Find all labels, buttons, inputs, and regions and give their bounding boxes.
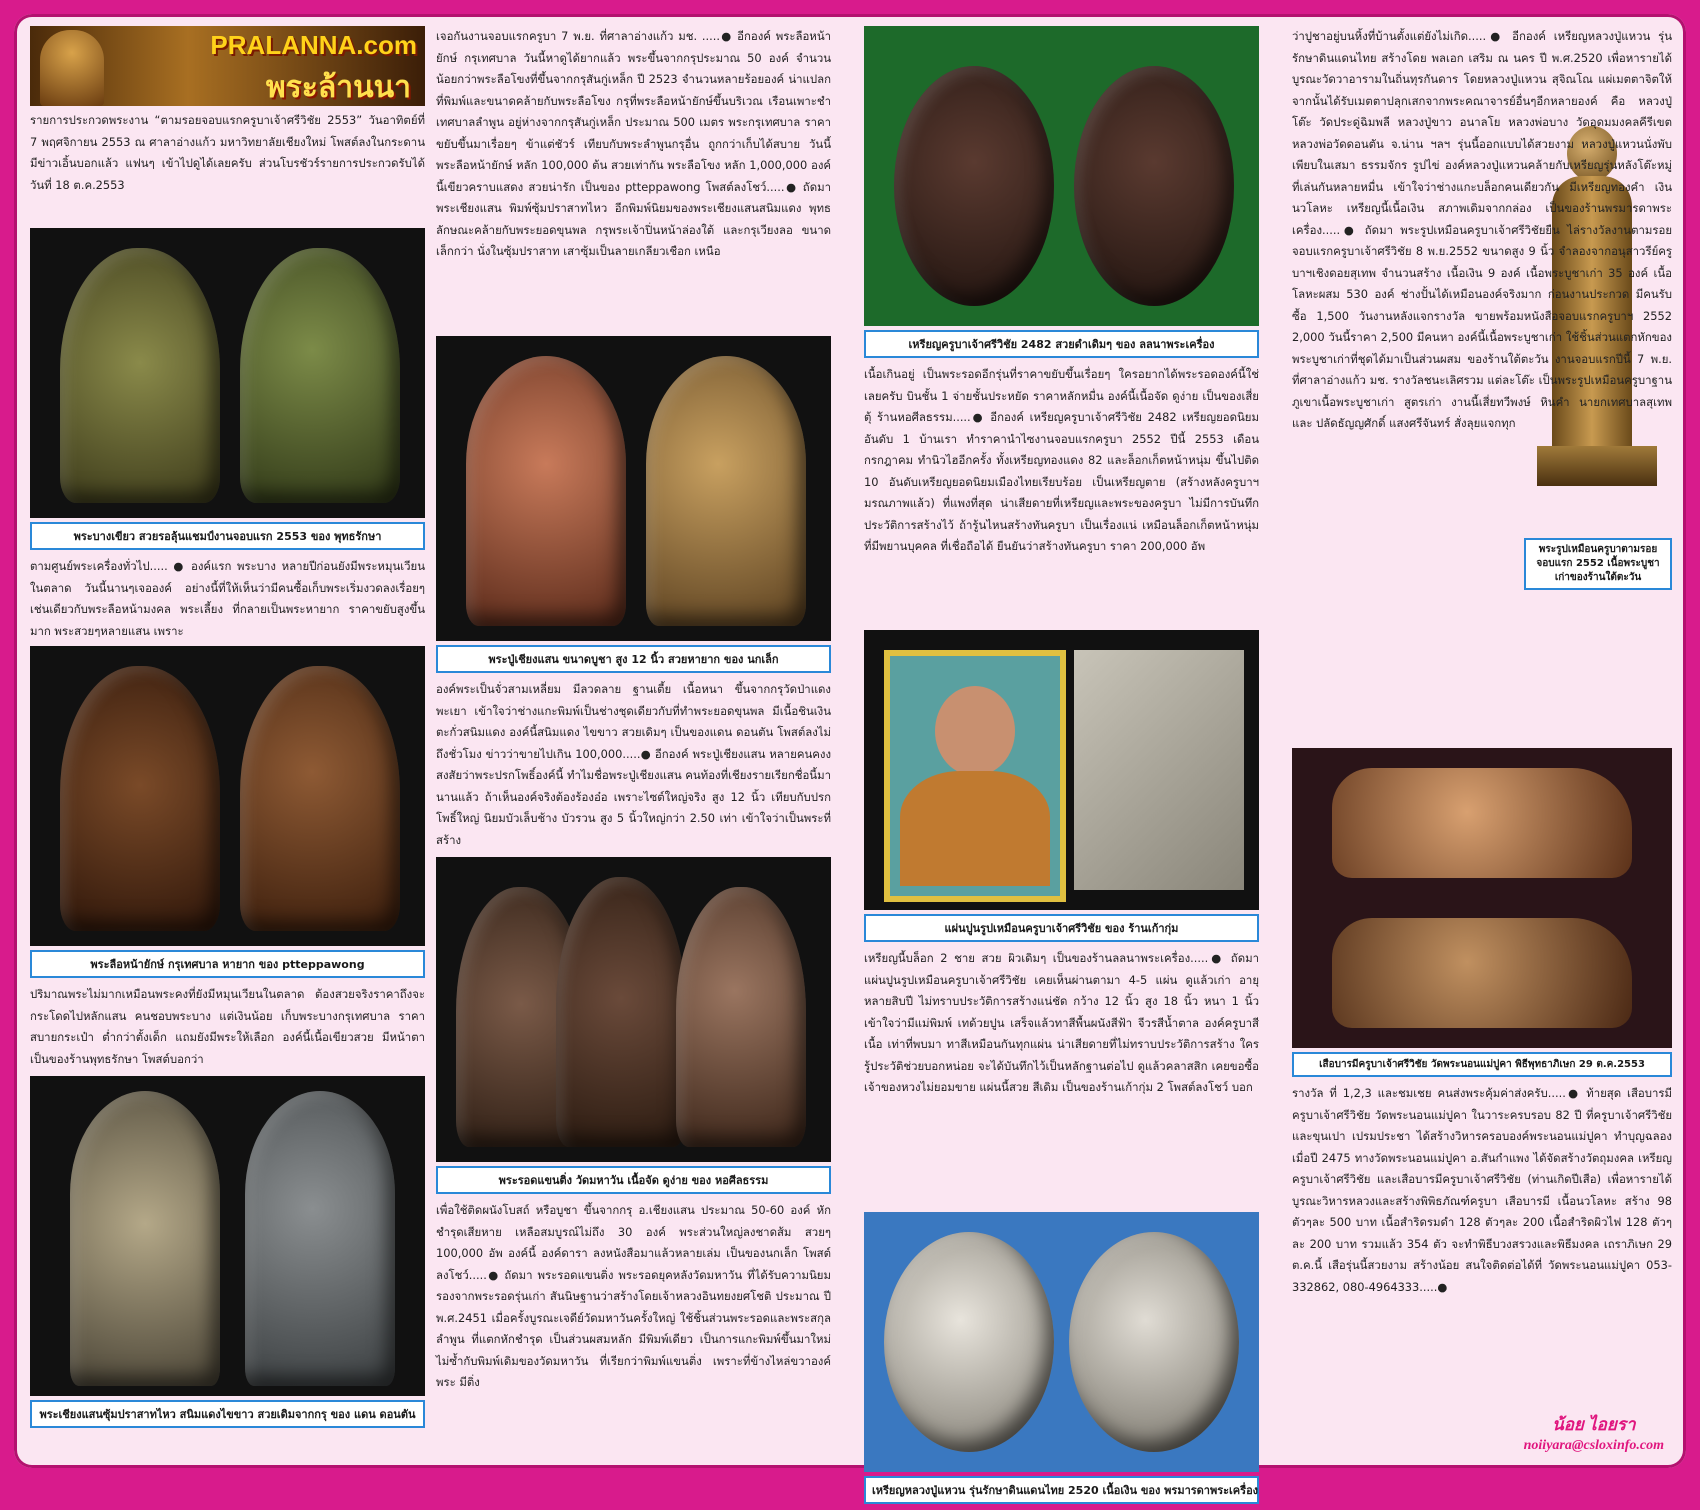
article-text-c4-b: รางวัล ที่ 1,2,3 และชมเชย คนส่งพระคุ้มค่าส่งครับ.....● ท้ายสุด เสือบารมี ครูบาเจ้าศรีวิชัย วัดพระนอนแม่ปูคา ในวาระครบรอบ 82 ปี ที่ครูบาเจ้าศรีวิชัย และขุนเปา เปรมประชา ได้สร้างวิหารครอบองค์พระนอนแม่ปูคา ทำบุญฉลองเมื่อปี 2475 ทางวัดพระนอนแม่ปูคา อ.สันกำแพง ได้จัดสร้างวัตถุมงคล เหรียญครูบาเจ้าศรีวิชัย และเสือบารมีครูบาเจ้าศรีวิชัย (ท่านเกิดปีเสือ) เพื่อหารายได้บูรณะวิหารหลวงและสร้างพิพิธภัณฑ์ครูบา เสือบารมี เนื้อนวโลหะ สร้าง 98 ตัวๆละ 500 บาท เนื้อสำริดรมดำ 128 ตัวๆละ 200 เนื้อสำริดผิวไฟ 128 ตัวๆละ 200 บาท รวมแล้ว 354 ตัว จะทำพิธีบวงสรวงและพิธีมงคล เถราภิเษก 29 ต.ค.นี้ เสือรุ่นนี้สวยงาม สร้างน้อย สนใจติดต่อได้ที่ วัดพระนอนแม่ปูคา 053-332862, 080-4964333.....●	[1292, 1086, 1672, 1294]
panel-back	[1074, 650, 1244, 890]
article-text-c1-c: ปริมาณพระไม่มากเหมือนพระคงที่ยังมีหมุนเวียนในตลาด ต้องสวยจริงราคาถึงจะกระโดดไปหลักแสน คนชอบพระบาง แต่เงินน้อย เก็บพระบางกรุเทศบาล ราคาสบายกระเป๋า ต่ำกว่าตั้งเด็ก แถมยังมีพระให้เลือก องค์นี้เนื้อเขียวสวย มีหน้าตา เป็นของร้านพุทธรักษา โพสต์บอกว่า	[30, 987, 425, 1066]
article-text-c1-b: ตามศูนย์พระเครื่องทั่วไป..... ● องค์แรก พระบาง หลายปีก่อนยังมีพระหมุนเวียนในตลาด วันนี้นานๆเจอองค์ อย่างนี้ที่ให้เห็นว่ามีคนซื้อเก็บพระเริ่มงวดลงเรื่อยๆ เช่นเดียวกับพระลือหน้ามงคล พระเลี้ยง ที่กลายเป็นพระหายาก ราคาขยับสูงขึ้นมาก พระสวยๆหลายแสน เพราะ	[30, 559, 425, 638]
portrait-panel	[884, 650, 1066, 902]
logo-site-name: PRALANNA.com	[210, 30, 417, 60]
author-name: น้อย ไอยรา	[1552, 1415, 1636, 1434]
article-text-c3-a: เนื้อเกินอยู่ เป็นพระรอดอีกรุ่นที่ราคาขยับขึ้นเรื่อยๆ ใครอยากได้พระรอดองค์นี้ใช่เลยครับ บินชั้น 1 จ่ายชั้นประหยัด ราคาหลักหมื่น องค์นี้เนื้อจัด ดูง่าย เป็นของเสี่ยตุ้ ร้านหอศีลธรรม.....● อีกองค์ เหรียญครูบาเจ้าศรีวิชัย 2482 เหรียญยอดนิยมอันดับ 1 บ้านเรา ทำราคานำไซงานจอบแรกครูบา 2552 ปีนี้ 2553 เดือนกรกฎาคม ทำนิวไฮอีกครั้ง ทั้งเหรียญทองแดง 82 และล็อกเก็ตหน้าหนุ่ม ขึ้นไปติด 10 อันดับเหรียญยอดนิยมเมืองไทยเรียบร้อย เป็นเหรียญตาย (สร้างหลังครูบาฯมรณภาพแล้ว) ที่แพงที่สุด น่าเสียดายที่เหรียญและพระของครูบา ไม่มีการบันทึกประวัติการสร้างไว้ ถ้ารู้นไหนสร้างทันครูบา เป็นเรื่องแน่ เหมือนล็อกเก็ตหน้าหนุ่มที่มีพยานบุคคล ที่เชื่อถือได้ ยืนยันว่าสร้างทันครูบา ราคา 200,000 อัพ	[864, 367, 1259, 553]
article-text-c3-b: เหรียญนี้บล็อก 2 ชาย สวย ผิวเดิมๆ เป็นของร้านลลนาพระเครื่อง.....● ถัดมา แผ่นปูนรูปเหมือนครูบาเจ้าศรีวิชัย เคยเห็นผ่านตามา 4-5 แผ่น ดูแล้วเก่า อายุหลายสิบปี ไม่ทราบประวัติการสร้างแน่ชัด กว้าง 12 นิ้ว สูง 18 นิ้ว หนา 1 นิ้ว เข้าใจว่ามีแม่พิมพ์ เทด้วยปูน เสร็จแล้วทาสีพื้นผนังสีฟ้า จีวรสีน้ำตาล องค์ครูบาสีเนื้อ เท่าที่พบมา ทาสีเหมือนกันทุกแผ่น น่าเสียดายที่ไม่ทราบประวัติการสร้าง ใครรู้ประวัติช่วยบอกหน่อย จะได้บันทึกไว้เป็นหลักฐานต่อไป ดูแล้วคลาสสิก เคยขอซื้อ เจ้าของหวงไม่ยอมขาย แผ่นนี้สวย สีเดิม เป็นของร้านเก้ากุ่ม 2 โพสต์ลงโชว์ บอก	[864, 951, 1259, 1094]
column-3	[864, 26, 1259, 1510]
column-1	[30, 26, 425, 1434]
buddha-statue-icon	[40, 30, 104, 106]
article-text-c2-c: เพื่อใช้ติดผนังโบสถ์ หรือบูชา ขึ้นจากกรุ อ.เชียงแสน ประมาณ 50-60 องค์ หักชำรุดเสียหาย เหลือสมบูรณ์ไม่ถึง 30 องค์ พระส่วนใหญ่ลงชาดส้ม สวยๆ 100,000 อัพ องค์นี้ องค์ดารา ลงหนังสือมาแล้วหลายเล่ม เป็นของนกเล็ก โพสต์ลงโชว์.....● ถัดมา พระรอดแขนติ่ง พระรอดยุคหลังวัดมหาวัน ที่ได้รับความนิยมรองจากพระรอดรุ่นเก่า สันนิษฐานว่าสร้างโดยเจ้าหลวงอินทยงยศโชติ ประมาณ ปี พ.ศ.2451 เมื่อครั้งบูรณะเจดีย์วัดมหาวันครั้งใหญ่ ใช้ชิ้นส่วนพระรอดและพระสกุลลำพูน ที่แตกหักชำรุด เป็นส่วนผสมหลัก มีพิมพ์เดียว เป็นการแกะพิมพ์ขึ้นมาใหม่ ไม่ซ้ำกับพิมพ์เดิมของวัดมหาวัน ที่เรียกว่าพิมพ์แขนติ่ง เพราะที่ข้างไหล่ขวาองค์พระ มีติ่ง	[436, 1203, 831, 1389]
article-text-c4-a: ว่าปูชาอยู่บนหิ้งที่บ้านตั้งแต่ยังไม่เกิด.....● อีกองค์ เหรียญหลวงปู่แหวน รุ่นรักษาดินแดนไทย สร้างโดย พลเอก เสริม ณ นคร ปี พ.ศ.2520 เพื่อหารายได้บูรณะวัดวาอารามในถิ่นทุรกันดาร โดยหลวงปู่แหวน สุจิณโณ แผ่เมตตาจิตให้ จากนั้นได้รับเมตตาปลุกเสกจากพระคณาจารย์อื่นๆอีกหลายองค์ คือ หลวงปู่โต๊ะ วัดประดู่ฉิมพลี หลวงปู่ขาว อนาลโย หลวงพ่อบาง วัดอุดมมงคลคีรีเขต หลวงพ่อวัดดอนตัน จ.น่าน ฯลฯ รุ่นนี้ออกแบบได้สวยงาม หลวงปู่แหวนนั่งพับเพียบในเสมา ธรรมจักร รูปไข่ องค์หลวงปู่แหวนคล้ายกับเหรียญรุ่นหลังโต๊ะหมู่ ที่เล่นกันหลายหมื่น เข้าใจว่าช่างแกะบล็อกคนเดียวกัน มีเหรียญทองคำ เงิน นวโลหะ เหรียญนี้เนื้อเงิน สภาพเดิมจากกล่อง เป็นของร้านพรมารดาพระเครื่อง.....● ถัดมา พระรูปเหมือนครูบาเจ้าศรีวิชัยยืน ไล่รางวัลงานตามรอยจอบแรกครูบาเจ้าศรีวิชัย 8 พ.ย.2552 ขนาดสูง 9 นิ้ว จำลองจากอนุสาวรีย์ครูบาฯเชิงดอยสุเทพ จำนวนสร้าง เนื้อเงิน 9 องค์ เนื้อพระบูชาเก่า 35 องค์ เนื้อโลหะผสม 530 องค์ ช่างปั้นได้เหมือนองค์จริงมาก ก่อนงานประกวด มีคนรับซื้อ 1,500 วันงานหลังแจกรางวัล ขายพร้อมหนังสือจอบแรกครูบาฯ 2552 2,000 วันนี้ราคา 2,500 มีคนหา องค์นี้เนื้อพระบูชาเก่า ใช้ชิ้นส่วนแตกหักของพระบูชาเก่าที่ชุดได้มาเป็นส่วนผสม ของร้านใต้ตะวัน งานจอบแรกปีนี้ 7 พ.ย. ที่ศาลาอ่างแก้ว มช. รางวัลชนะเลิศรวม แต่ละโต๊ะ เป็นพระรูปเหมือนครูบาฐานภูเขาเนื้อพระบูชาเก่า สูตรเก่า งานนี้เสี่ยทวีพงษ์ หินคำ นายกเทศบาลสุเทพ และ ปลัดธัญญศักดิ์ แสงศรีจันทร์ สั่งลุยแจกทุก	[1292, 29, 1672, 430]
column-4-top	[1292, 26, 1672, 742]
page-frame	[14, 14, 1686, 1497]
caption-phra-bang: พระบางเขียว สวยรอลุ้นแชมป์งานจอบแรก 2553 ของ พุทธรักษา	[30, 522, 425, 550]
photo-phra-pu-chiang-saen	[436, 336, 831, 641]
intro-paragraph: รายการประกวดพระงาน “ตามรอยจอบแรกครูบาเจ้าศรีวิชัย 2553” วันอาทิตย์ที่ 7 พฤศจิกายน 2553 ณ ศาลาอ่างแก้ว มหาวิทยาลัยเชียงใหม่ โพสต์ลงในกระดานมีข่าวเอิ้นบอกแล้ว แฟนๆ เข้าไปดูได้เลยครับ ส่วนโบรชัวร์รายการประกวดรับได้วันที่ 18 ต.ค.2553	[30, 113, 425, 192]
caption-suea-barami: เสือบารมีครูบาเจ้าศรีวิชัย วัดพระนอนแม่ปูคา พิธีพุทธาภิเษก 29 ต.ค.2553	[1292, 1052, 1672, 1077]
author-email: noiiyara@csloxinfo.com	[1523, 1438, 1664, 1453]
article-text-c2-b: องค์พระเป็นจั่วสามเหลี่ยม มีลวดลาย ฐานเตี้ย เนื้อหนา ขึ้นจากกรุวัดป่าแดง พะเยา เข้าใจว่าช่างแกะพิมพ์เป็นช่างชุดเดียวกับที่ทำพระยอดขุนพล มีเนื้อชินเงิน ตะกั่วสนิมแดง องค์นี้สนิมแดง ไขขาว สวยเดิมๆ เป็นของแดน ดอนตัน โพสต์ลงไม่ถึงชั่วโมง ข่าวว่าขายไปเกิน 100,000.....● อีกองค์ พระปู่เชียงแสน หลายคนคงงสงสัยว่าพระปรกโพธิ์องค์นี้ ทำไมชื่อพระปู่เชียงแสน คนท้องที่เชียงรายเรียกชื่อนี้มานานแล้ว ถ้าเห็นองค์จริงต้องร้องอ๋อ เพราะไซต์ใหญ่จริง สูง 12 นิ้ว เทียบกับปรกโพธิ์ใหญ่ นิยมบัวเล็บช้าง บัวรวน สูง 5 นิ้วใหญ่กว่า 2.50 เท่า เข้าใจว่าเป็นพระที่สร้าง	[436, 682, 831, 847]
author-signature	[1524, 1411, 1664, 1454]
logo-thai-name: พระล้านนา	[265, 70, 411, 105]
photo-suea-barami	[1292, 748, 1672, 1048]
caption-standing-kruba: พระรูปเหมือนครูบาตามรอยจอบแรก 2552 เนื้อพระบูชาเก่าของร้านใต้ตะวัน	[1524, 538, 1672, 590]
photo-phra-bang-khiao	[30, 228, 425, 518]
photo-rian-kruba-2482	[864, 26, 1259, 326]
caption-phra-lue: พระลือหน้ายักษ์ กรุเทศบาล หายาก ของ ptteppawong	[30, 950, 425, 978]
column-2	[436, 26, 831, 1480]
caption-phra-chiang-saen: พระเชียงแสนซุ้มปราสาทไหว สนิมแดงไขขาว สวยเดิมจากกรุ ของ แดน ดอนตัน	[30, 1400, 425, 1428]
site-logo	[30, 26, 425, 106]
photo-phra-lue-na-yak	[30, 646, 425, 946]
photo-phra-chiang-saen-sum	[30, 1076, 425, 1396]
article-text-c2-a: เจอกันงานจอบแรกครูบา 7 พ.ย. ที่ศาลาอ่างแก้ว มช. .....● อีกองค์ พระลือหน้ายักษ์ กรุเทศบาล วันนี้หาดูได้ยากแล้ว พระขึ้นจากกรุประมาณ 50 องค์ จำนวนน้อยกว่าพระลือโขงที่ขึ้นจากกรุสันกู่เหล็ก ปี 2523 จำนวนหลายร้อยองค์ น่าแปลกที่พิมพ์และขนาดคล้ายกับพระลือโขง กรุที่พระลือหน้ายักษ์ขึ้นบริเวณ เรือนเพาะชำเทศบาลลำพูน อยู่ห่างจากกรุสันกู่เหล็ก ประมาณ 500 เมตร พระกรุเทศบาล ราคาขยับขึ้นมาเรื่อยๆ ข้าแต่ชัวร์ เทียบกับพระลำพูนกรุอื่น ถูกกว่าเก็บได้สบาย วันนี้พระลือหน้ายักษ์ หลัก 100,000 ต้น สวยเท่ากัน พระลือโขง หลัก 1,000,000 องค์นี้เขียวคราบแสดง สวยน่ารัก เป็นของ ptteppawong โพสต์ลงโชว์.....● ถัดมา พระเชียงแสน พิมพ์ซุ้มปราสาทไหว อีกพิมพ์นิยมของพระเชียงแสนสนิมแดง พุทธลักษณะคล้ายกับพระยอดขุนพล กรุพระเจ้าปิ่นหน้าล่องใต้ และกรุเวียงลอ ขนาดเล็กกว่า นั่งในซุ้มปราสาท เสาซุ้มเป็นลายเกลียวเชือก เหนือ	[436, 29, 831, 258]
photo-plaster-kruba	[864, 630, 1259, 910]
caption-phra-pu-chiang-saen: พระปู่เชียงแสน ขนาดบูชา สูง 12 นิ้ว สวยหายาก ของ นกเล็ก	[436, 645, 831, 673]
photo-rian-luang-pu-waen	[864, 1212, 1259, 1472]
caption-rian-luang-pu-waen: เหรียญหลวงปู่แหวน รุ่นรักษาดินแดนไทย 2520 เนื้อเงิน ของ พรมารดาพระเครื่อง	[864, 1476, 1259, 1504]
photo-phra-rod-khaen-ting	[436, 857, 831, 1162]
caption-plaster-kruba: แผ่นปูนรูปเหมือนครูบาเจ้าศรีวิชัย ของ ร้านเก้ากุ่ม	[864, 914, 1259, 942]
caption-rian-kruba: เหรียญครูบาเจ้าศรีวิชัย 2482 สวยดำเดิมๆ ของ ลลนาพระเครื่อง	[864, 330, 1259, 358]
caption-phra-rod: พระรอดแขนติ่ง วัดมหาวัน เนื้อจัด ดูง่าย ของ หอศีลธรรม	[436, 1166, 831, 1194]
column-4	[1292, 26, 1672, 1363]
